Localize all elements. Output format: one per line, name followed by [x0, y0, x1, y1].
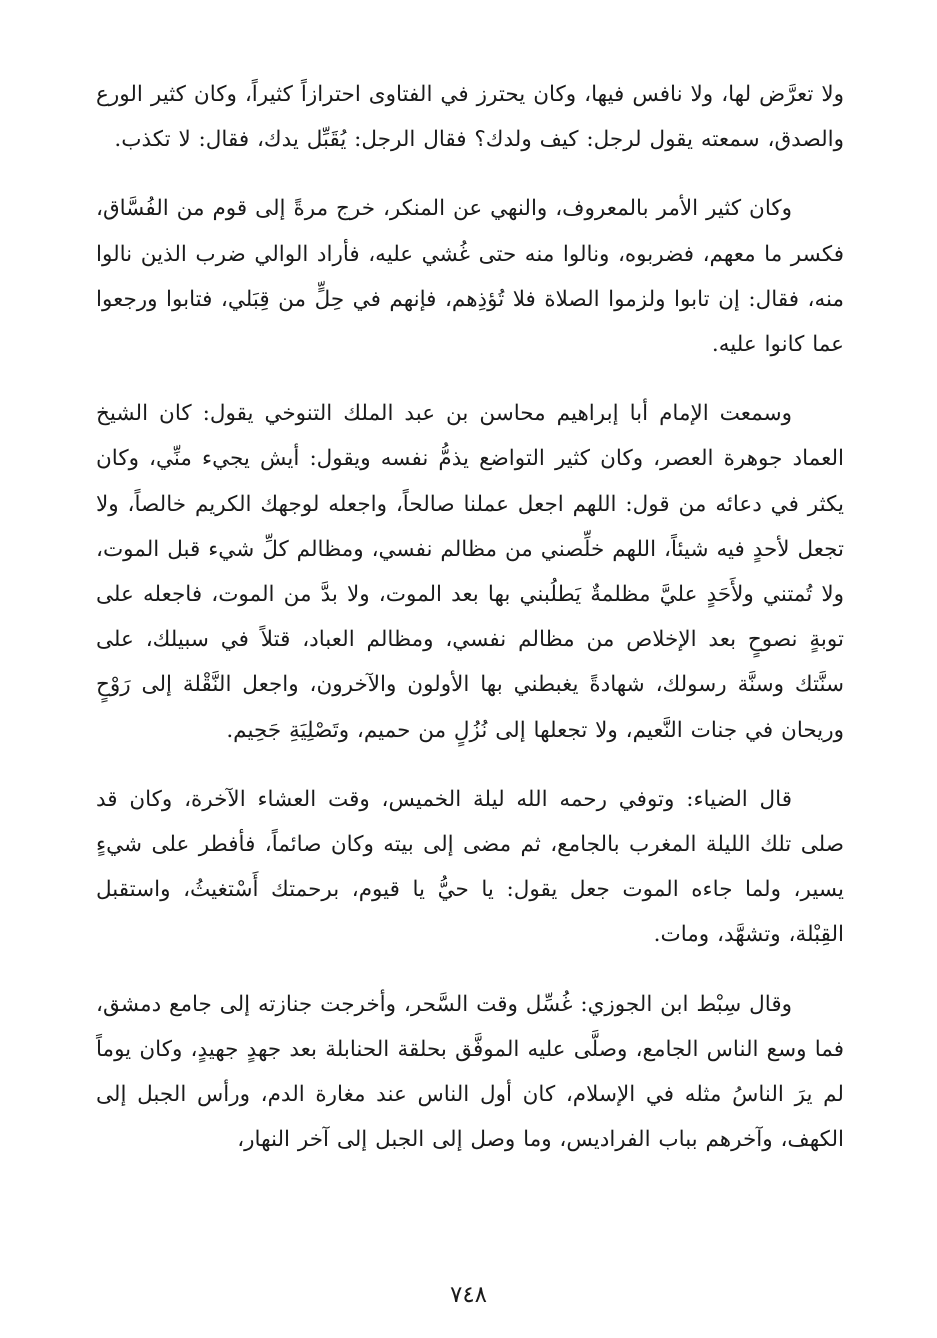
paragraph-5: وقال سِبْط ابن الجوزي: غُسِّل وقت السَّحر، وأخرجت جنازته إلى جامع دمشق، فما وسع الناس الجامع، وصلَّى عليه الموفَّق بحلقة الحنابلة بعد جهدٍ جهيدٍ، وكان يوماً لم يرَ الناسُ مثله في الإسلام، كان أول الناس عند مغارة الدم، ورأس الجبل إلى الكهف، وآخرهم بباب الفراديس، وما وصل إلى الجبل إلى آخر النهار، [96, 991, 844, 1153]
body-text [96, 72, 844, 1186]
paragraph-3: وسمعت الإمام أبا إبراهيم محاسن بن عبد الملك التنوخي يقول: كان الشيخ العماد جوهرة العصر، وكان كثير التواضع يذمُّ نفسه ويقول: أيش يجيء منِّي، وكان يكثر في دعائه من قول: اللهم اجعل عملنا صالحاً، واجعله لوجهك الكريم خالصاً، ولا تجعل لأحدٍ فيه شيئاً، اللهم خلِّصني من مظالم نفسي، ومظالم كلِّ شيء قبل الموت، ولا تُمتني ولأَحَدٍ عليَّ مظلمةٌ يَطلُبني بها بعد الموت، ولا بدَّ من الموت، فاجعله على توبةٍ نصوحٍ بعد الإخلاص من مظالم نفسي، ومظالم العباد، قتلاً في سبيلك، على سنَّتك وسنَّة رسولك، شهادةً يغبطني بها الأولون والآخرون، واجعل النَّقْلة إلى رَوْحٍ وريحان في جنات النَّعيم، ولا تجعلها إلى نُزُلٍ من حميم، وتَصْلِيَةِ جَحِيم. [96, 401, 844, 743]
page-number: ٧٤٨ [449, 1282, 488, 1308]
paragraph-2: وكان كثير الأمر بالمعروف، والنهي عن المنكر، خرج مرةً إلى قوم من الفُسَّاق، فكسر ما معهم، فضربوه، ونالوا منه حتى غُشي عليه، فأراد الوالي ضرب الذين نالوا منه، فقال: إن تابوا ولزموا الصلاة فلا تُؤذِهم، فإنهم في حِلٍّ من قِبَلي، فتابوا ورجعوا عما كانوا عليه. [96, 196, 844, 358]
paragraph-4: قال الضياء: وتوفي رحمه الله ليلة الخميس، وقت العشاء الآخرة، وكان قد صلى تلك الليلة المغرب بالجامع، ثم مضى إلى بيته وكان صائماً، فأفطر على شيءٍ يسير، ولما جاءه الموت جعل يقول: يا حيُّ يا قيوم، برحمتك أَسْتغيثُ، واستقبل القِبْلة، وتشهَّد، ومات. [96, 786, 844, 948]
paragraph-1: ولا تعرَّض لها، ولا نافس فيها، وكان يحترز في الفتاوى احترازاً كثيراً، وكان كثير الورع والصدق، سمعته يقول لرجل: كيف ولدك؟ فقال الرجل: يُقَبِّل يدك، فقال: لا تكذب. [96, 82, 844, 153]
